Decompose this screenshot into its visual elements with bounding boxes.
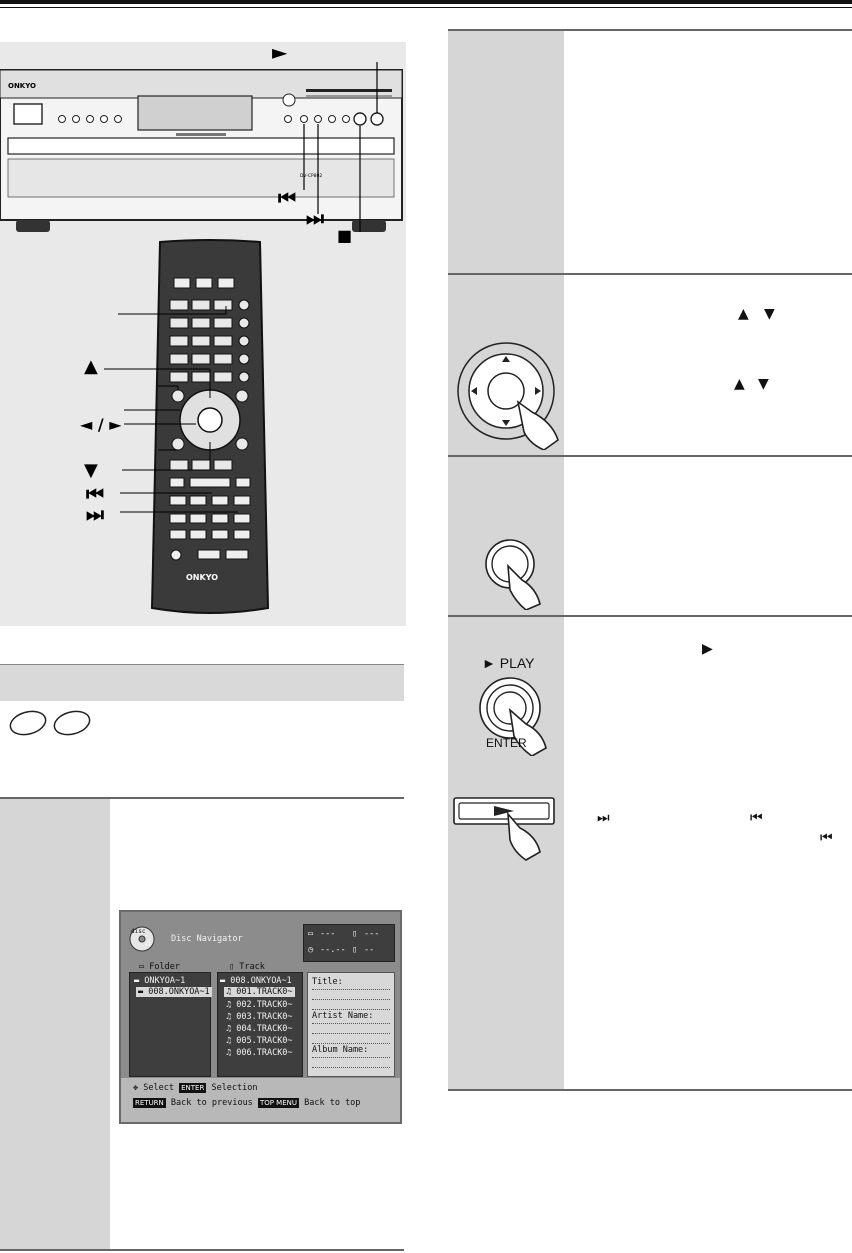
folder-header (139, 962, 180, 972)
play-symbol-label: ► (482, 655, 496, 671)
front-stop-callout: ■ (337, 226, 353, 245)
track-item-label: 004.TRACK0~ (236, 1024, 293, 1034)
info-title-label: Title: (312, 977, 343, 987)
step-number-column (448, 31, 564, 273)
step-separator-bottom (448, 1089, 852, 1091)
remote-next-callout: ⏭ (86, 502, 104, 526)
track-list[interactable] (217, 972, 303, 1077)
file-count: --- (364, 929, 380, 939)
dpad-icon: ✥ (133, 1083, 139, 1093)
front-model-text: DV-CP802 (300, 174, 323, 179)
track-item-label: 002.TRACK0~ (236, 1000, 293, 1010)
bitrate-value: -- (364, 945, 375, 955)
play-label: PLAY (499, 655, 535, 671)
folder-item-selected[interactable]: ▬ 008.ONKYOA~1 (138, 987, 210, 997)
disc-label: disc (131, 928, 146, 935)
track-item[interactable]: ♫ 006.TRACK0~ (226, 1048, 293, 1058)
header-rule-thin (0, 7, 852, 8)
disc-format-logos (6, 708, 96, 738)
remote-brand-text: ONKYO (186, 573, 219, 582)
remote-left-right-callout: ◄ / ► (80, 415, 122, 434)
disc-navigator-screen (119, 910, 402, 1124)
remote-prev-callout: ⏮ (86, 482, 104, 506)
footer-enter-label: Selection (211, 1083, 258, 1093)
prev-track-icon: ⏮ (820, 830, 833, 846)
clock-icon: ◷ (308, 945, 314, 955)
track-header-label: Track (239, 962, 265, 972)
front-prev-callout: ⏮ (278, 186, 296, 210)
footer-select-label: Select (143, 1083, 174, 1093)
track-header (229, 962, 265, 972)
track-item-label: 001.TRACK0~ (236, 987, 293, 997)
info-artist-label: Artist Name: (312, 1011, 374, 1021)
footer-return-label: Back to previous (170, 1098, 253, 1108)
enter-label: ENTER (486, 736, 527, 750)
enter-key-badge: ENTER (181, 1084, 205, 1092)
front-panel-figure (0, 42, 406, 242)
folder-item-label: ONKYOA~1 (144, 976, 186, 986)
prev-track-icon: ⏮ (750, 810, 763, 826)
play-icon: ▶ (702, 641, 713, 657)
status-box (303, 924, 395, 962)
front-next-callout: ⏭ (306, 206, 324, 230)
down-arrow-icon: ▼ (764, 306, 775, 322)
down-arrow-icon: ▼ (758, 376, 769, 392)
folder-item-label: 008.ONKYOA~1 (148, 987, 210, 997)
front-brand-text: ONKYO (8, 82, 37, 90)
track-item-label: 003.TRACK0~ (236, 1012, 293, 1022)
track-item-label: 005.TRACK0~ (236, 1036, 293, 1046)
track-icon: ▯ (229, 962, 240, 972)
remote-figure (100, 238, 280, 620)
track-item-label: 006.TRACK0~ (236, 1048, 293, 1058)
track-item[interactable]: ♫ 003.TRACK0~ (226, 1012, 293, 1022)
track-item-label: 008.ONKYOA~1 (230, 976, 292, 986)
disc-number: 4 (145, 937, 152, 950)
play-label-row (482, 655, 535, 671)
header-rule (0, 0, 852, 4)
up-arrow-icon: ▲ (734, 376, 745, 392)
step-number-column (0, 799, 110, 1249)
track-item[interactable]: ♫ 002.TRACK0~ (226, 1000, 293, 1010)
enter-button-illustration (470, 530, 560, 610)
file-count-icon: ▯ (352, 929, 358, 939)
return-key-badge: RETURN (135, 1099, 164, 1107)
footer-top-label: Back to top (304, 1098, 361, 1108)
remote-up-callout: ▲ (84, 356, 98, 377)
track-item-selected[interactable]: ♫ 001.TRACK0~ (226, 987, 293, 997)
time-value: --.-- (320, 945, 346, 955)
play-bar-illustration (452, 796, 562, 862)
track-folder-item[interactable]: ▬ 008.ONKYOA~1 (220, 976, 292, 986)
footer-select-row (133, 1083, 258, 1093)
disc-navigator-title: Disc Navigator (171, 934, 243, 944)
section-heading-bar (0, 664, 404, 701)
track-item[interactable]: ♫ 005.TRACK0~ (226, 1036, 293, 1046)
folder-item-root[interactable]: ▬ ONKYOA~1 (134, 976, 186, 986)
nav-pad-illustration (448, 340, 564, 450)
track-item[interactable]: ♫ 004.TRACK0~ (226, 1024, 293, 1034)
folder-list[interactable] (129, 972, 211, 1077)
footer-return-row (133, 1098, 360, 1108)
folder-header-label: Folder (149, 962, 180, 972)
remote-down-callout: ▼ (84, 460, 98, 481)
top-menu-key-badge: TOP MENU (259, 1099, 297, 1107)
next-track-icon: ⏭ (597, 810, 610, 826)
info-album-label: Album Name: (312, 1045, 369, 1055)
track-info-panel (307, 972, 395, 1077)
folder-icon: ▭ (139, 962, 150, 972)
folder-count: --- (320, 929, 336, 939)
front-play-callout: ► (272, 40, 288, 64)
step-separator-bottom (0, 1249, 404, 1251)
up-arrow-icon: ▲ (738, 306, 749, 322)
bitrate-icon: ▯ (352, 945, 358, 955)
navigator-footer (121, 1078, 400, 1122)
folder-count-icon: ▭ (308, 929, 314, 939)
